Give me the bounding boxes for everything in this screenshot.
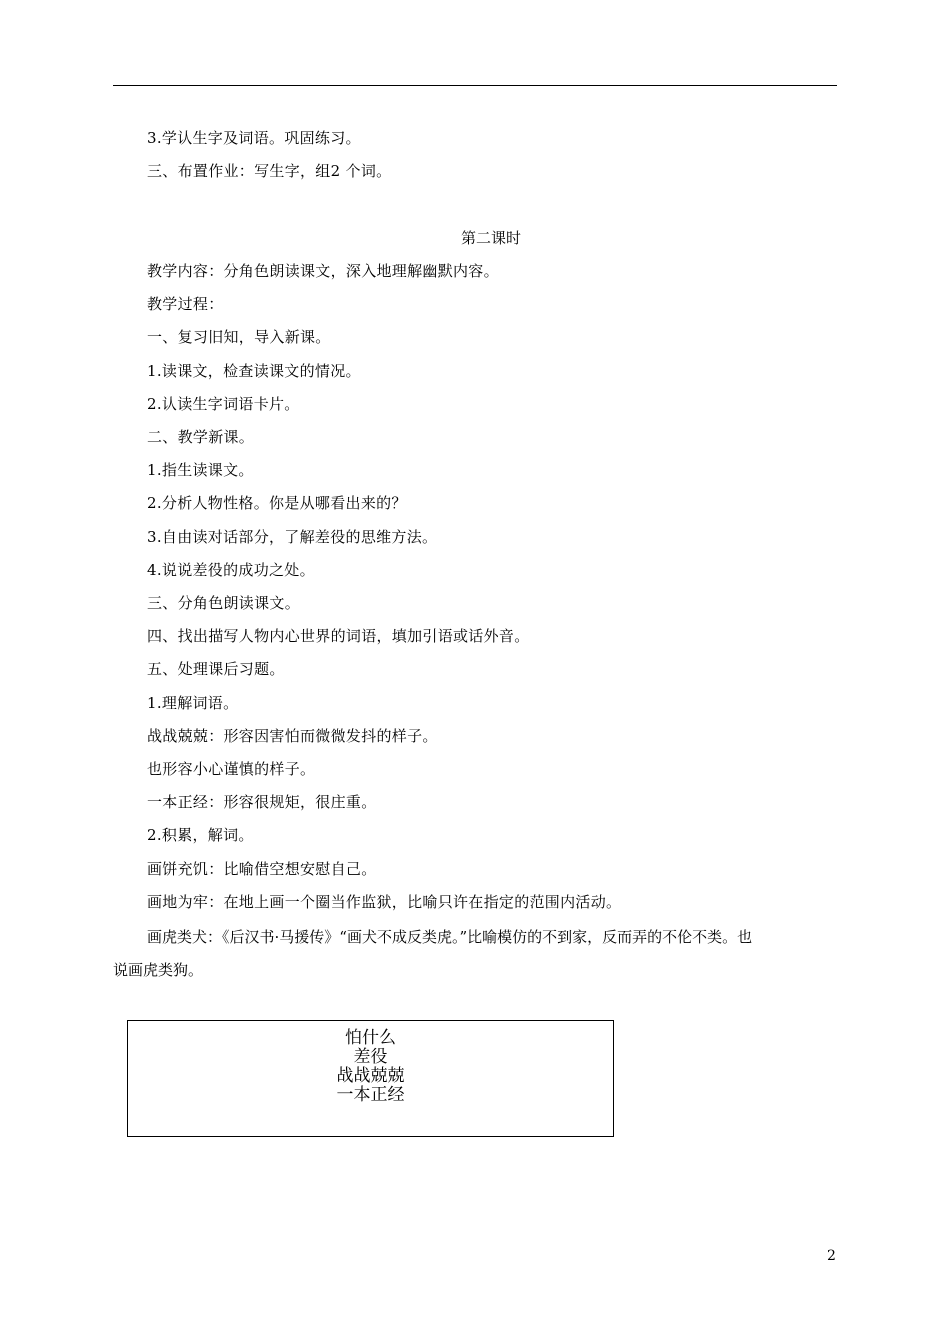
text-line: 3.自由读对话部分，了解差役的思维方法。 xyxy=(147,528,438,546)
board-line: 怕什么 xyxy=(345,1028,396,1048)
header-rule xyxy=(113,85,837,86)
text-line: 四、找出描写人物内心世界的词语，填加引语或话外音。 xyxy=(147,627,530,645)
blackboard-design-box xyxy=(127,1020,614,1137)
text-line: 2.分析人物性格。你是从哪看出来的？ xyxy=(147,494,407,512)
page-number: 2 xyxy=(827,1248,836,1264)
board-line: 一本正经 xyxy=(336,1085,405,1105)
text-line: 教学内容：分角色朗读课文，深入地理解幽默内容。 xyxy=(147,262,499,280)
text-line: 3.学认生字及词语。巩固练习。 xyxy=(147,129,361,147)
text-line: 战战兢兢：形容因害怕而微微发抖的样子。 xyxy=(147,727,438,745)
text-line: 画饼充饥：比喻借空想安慰自己。 xyxy=(147,860,377,878)
text-line: 二、教学新课。 xyxy=(147,428,255,446)
text-line: 2.认读生字词语卡片。 xyxy=(147,395,300,413)
text-line: 1.理解词语。 xyxy=(147,694,239,712)
text-line: 五、处理课后习题。 xyxy=(147,660,285,678)
board-line: 战战兢兢 xyxy=(336,1066,405,1086)
text-line: 也形容小心谨慎的样子。 xyxy=(147,760,316,778)
text-line: 1.读课文，检查读课文的情况。 xyxy=(147,362,361,380)
text-line: 三、分角色朗读课文。 xyxy=(147,594,301,612)
text-line: 2.积累，解词。 xyxy=(147,826,254,844)
text-line: 教学过程： xyxy=(147,295,224,313)
text-line: 三、布置作业：写生字，组2 个词。 xyxy=(147,162,392,180)
text-line: 一、复习旧知，导入新课。 xyxy=(147,328,331,346)
board-line: 差役 xyxy=(353,1047,388,1067)
section-title: 第二课时 xyxy=(460,229,521,247)
text-line: 画地为牢：在地上画一个圈当作监狱，比喻只许在指定的范围内活动。 xyxy=(147,893,622,911)
text-line: 1.指生读课文。 xyxy=(147,461,254,479)
text-line: 一本正经：形容很规矩，很庄重。 xyxy=(147,793,377,811)
text-line: 4.说说差役的成功之处。 xyxy=(147,561,315,579)
paragraph-line: 说画虎类狗。 xyxy=(113,961,204,979)
paragraph-line: 画虎类犬：《后汉书·马援传》“画犬不成反类虎。”比喻模仿的不到家，反而弄的不伦不类。也 xyxy=(147,928,753,946)
